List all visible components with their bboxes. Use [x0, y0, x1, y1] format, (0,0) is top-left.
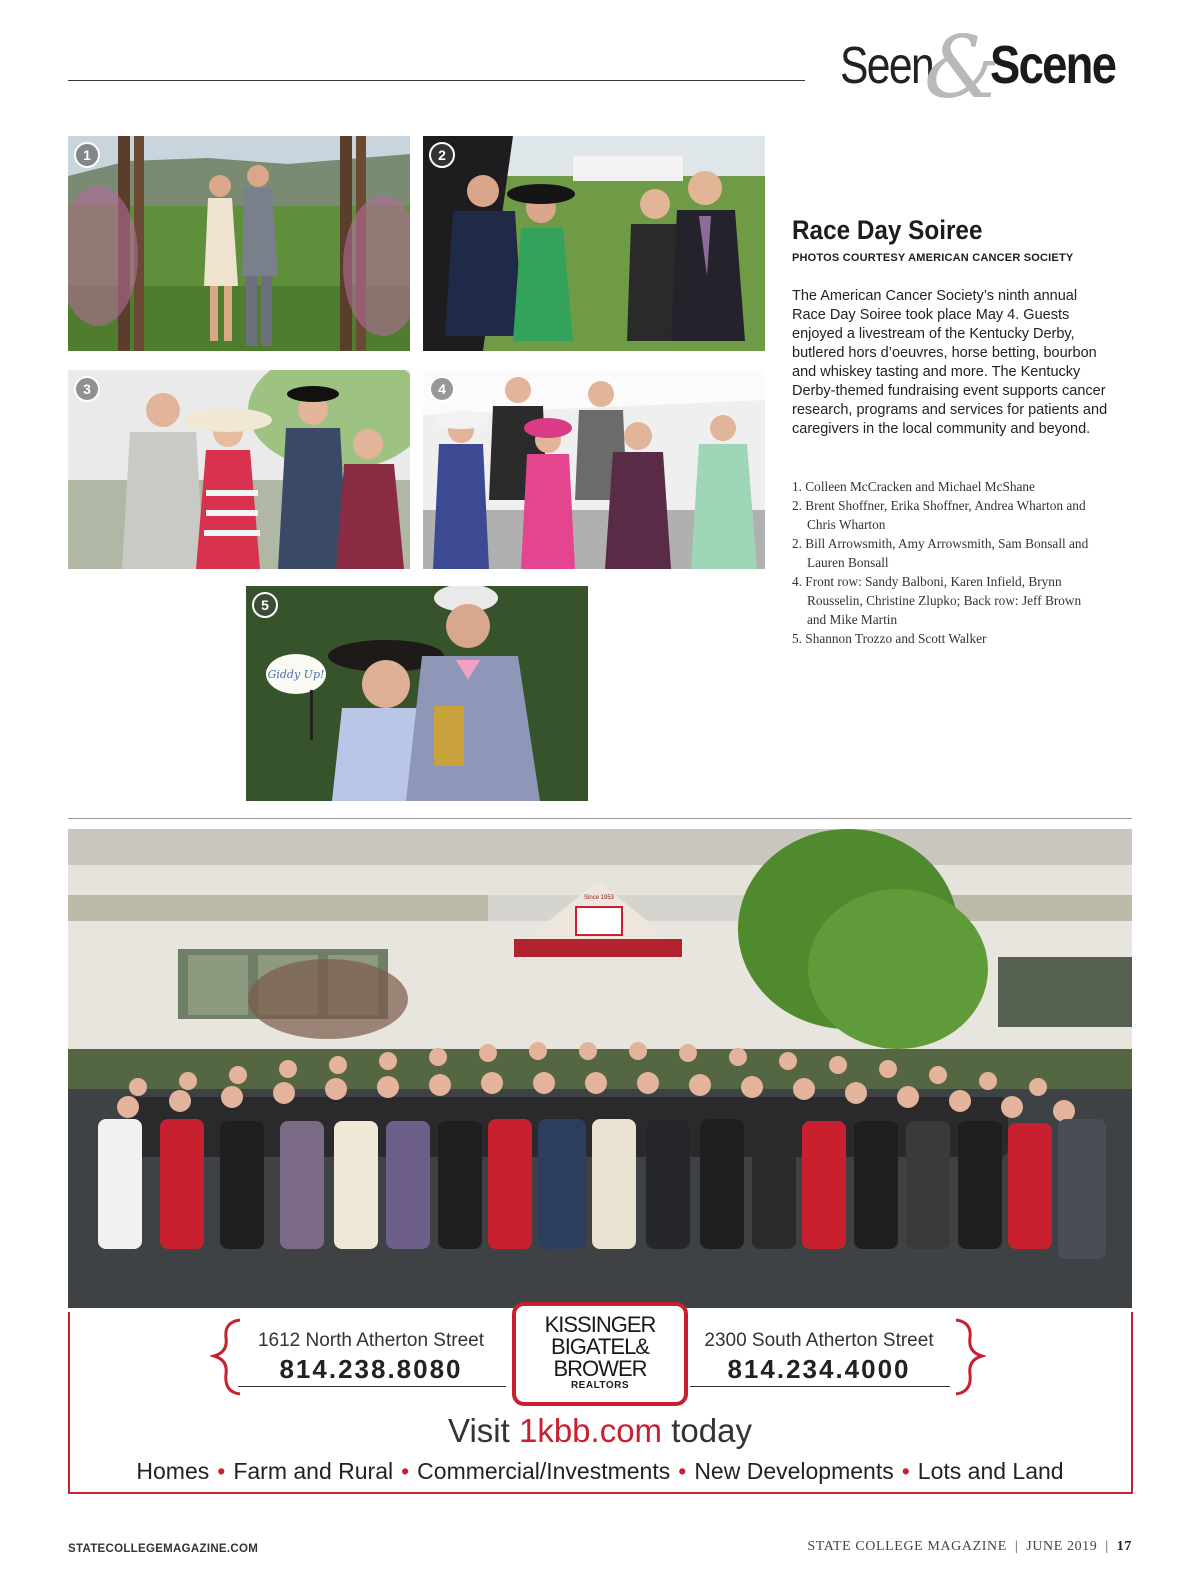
footer-issue: JUNE 2019: [1026, 1539, 1098, 1554]
caption-item: 2. Brent Shoffner, Erika Shoffner, Andrea Wharton and Chris Wharton: [792, 498, 1086, 532]
event-photo-5: [246, 586, 588, 801]
bullet-icon: •: [901, 1458, 910, 1484]
header-rule: [68, 80, 805, 81]
service-item: Farm and Rural: [233, 1458, 394, 1484]
ad-group-photo: [68, 829, 1132, 1308]
underline: [238, 1386, 506, 1387]
caption-item: 5. Shannon Trozzo and Scott Walker: [792, 631, 987, 646]
photo-captions: [792, 477, 1092, 648]
footer-publication: STATE COLLEGE MAGAZINE: [807, 1539, 1007, 1554]
event-photo-2: [423, 136, 765, 351]
logo-line-brower: BROWER: [553, 1356, 647, 1381]
separator: |: [1105, 1539, 1109, 1554]
visit-suffix: today: [671, 1412, 752, 1449]
south-office: [684, 1330, 954, 1385]
kbb-logo: [512, 1302, 688, 1406]
photo-number-badge: 5: [252, 592, 278, 618]
service-item: Commercial/Investments: [417, 1458, 671, 1484]
photo-number-badge: 2: [429, 142, 455, 168]
footer-website[interactable]: STATECOLLEGEMAGAZINE.COM: [68, 1543, 259, 1555]
building-sign-year: Since 1953: [583, 895, 615, 901]
service-item: Lots and Land: [917, 1458, 1064, 1484]
north-office-address: 1612 North Atherton Street: [257, 1330, 485, 1351]
service-item: New Developments: [694, 1458, 894, 1484]
article-title: Race Day Soiree: [792, 215, 983, 245]
south-office-phone[interactable]: 814.234.4000: [727, 1354, 911, 1384]
website-link[interactable]: 1kbb.com: [518, 1412, 663, 1449]
logo-line-bigatel: BIGATEL&: [551, 1334, 649, 1359]
north-office-phone[interactable]: 814.238.8080: [279, 1354, 463, 1384]
underline: [690, 1386, 950, 1387]
event-photo-1: [68, 136, 410, 351]
section-divider: [68, 818, 1132, 819]
caption-item: 4. Front row: Sandy Balboni, Karen Infield, Brynn Rousselin, Christine Zlupko; Back row: Jeff Brown and Mike Martin: [792, 574, 1082, 627]
masthead-ampersand: &: [924, 18, 1001, 118]
bullet-icon: •: [401, 1458, 410, 1484]
caption-item: 2. Bill Arrowsmith, Amy Arrowsmith, Sam Bonsall and Lauren Bonsall: [792, 536, 1089, 570]
photo-number-badge: 1: [74, 142, 100, 168]
service-item: Homes: [136, 1458, 210, 1484]
north-office: [236, 1330, 506, 1385]
photo-prop-sign: Giddy Up!: [267, 668, 325, 681]
right-brace-icon: [946, 1318, 986, 1396]
south-office-address: 2300 South Atherton Street: [704, 1330, 934, 1351]
logo-line-kissinger: KISSINGER: [544, 1312, 656, 1337]
page-number: 17: [1116, 1539, 1132, 1554]
masthead-logo: [836, 18, 1136, 118]
bullet-icon: •: [217, 1458, 226, 1484]
services-list: [68, 1458, 1132, 1485]
photo-number-badge: 3: [74, 376, 100, 402]
masthead-seen: Seen: [840, 37, 934, 95]
caption-item: 1. Colleen McCracken and Michael McShane: [792, 479, 1035, 494]
masthead-scene: Scene: [990, 35, 1116, 95]
article-body: The American Cancer Society’s ninth annual Race Day Soiree took place May 4. Guests enjoyed a livestream of the Kentucky Derby, butlered hors d’oeuvres, horse betting, bourbon and whiskey tasting and more. The Kentucky Derby-themed fundraising event supports cancer research, programs and services for patients and caregivers in the local community and beyond.: [792, 288, 1108, 437]
logo-line-realtors: REALTORS: [570, 1380, 630, 1391]
photo-number-badge: 4: [429, 376, 455, 402]
bullet-icon: •: [678, 1458, 687, 1484]
separator: |: [1014, 1539, 1019, 1554]
visit-website: [68, 1412, 1132, 1450]
visit-prefix: Visit: [448, 1412, 510, 1449]
footer-publication-info: [760, 1539, 1132, 1555]
event-photo-3: [68, 370, 410, 569]
event-photo-4: [423, 370, 765, 569]
photo-credit: PHOTOS COURTESY AMERICAN CANCER SOCIETY: [792, 252, 1074, 264]
